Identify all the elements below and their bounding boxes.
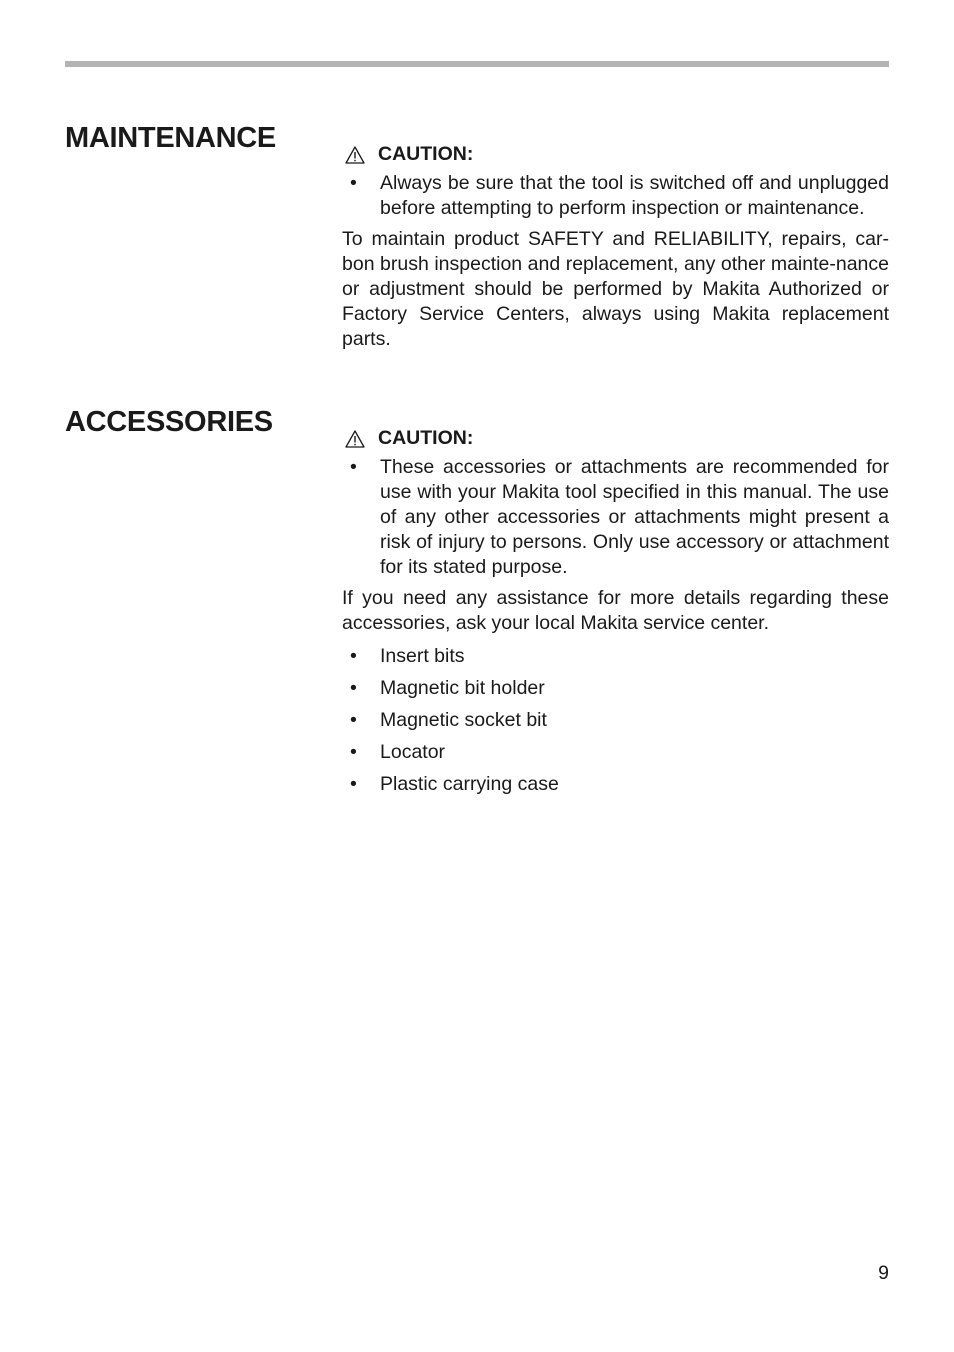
list-item [342,772,889,797]
caution-text: These accessories or attachments are recommended for use with your Makita tool specified in this manual. The use of any other accessories or attachments might present a risk of injury to persons. Only use accessory or attachment for its stated purpose. [380,456,889,578]
list-item [342,676,889,701]
list-item [342,644,889,669]
accessories-section [342,426,889,804]
bullet: • [350,645,357,667]
warning-triangle-icon [345,430,365,448]
bullet: • [350,741,357,763]
accessory-item: Insert bits [380,645,465,667]
accessories-list [342,644,889,797]
bullet: • [350,677,357,699]
top-rule [65,61,889,67]
accessory-item: Magnetic socket bit [380,709,547,731]
list-item [342,455,889,580]
accessory-item: Magnetic bit holder [380,677,545,699]
bullet: • [350,773,357,795]
warning-triangle-icon [345,146,365,164]
accessories-caution-heading [342,426,889,451]
bullet: • [350,709,357,731]
accessories-caution-list [342,455,889,580]
caution-text: Always be sure that the tool is switched off and unplugged before attempting to perform inspection or maintenance. [380,172,889,219]
list-item [342,171,889,221]
accessories-paragraph: If you need any assistance for more details regarding these accessories, ask your local Makita service center. [342,587,889,634]
list-item [342,708,889,733]
page-number: 9 [878,1262,889,1284]
bullet: • [350,456,357,478]
accessory-item: Locator [380,741,446,763]
bullet: • [350,172,357,194]
caution-label: CAUTION: [378,143,474,165]
maintenance-section [342,142,889,352]
maintenance-caution-heading [342,142,889,167]
list-item [342,740,889,765]
accessory-item: Plastic carrying case [380,773,559,795]
maintenance-title: MAINTENANCE [65,122,276,154]
accessories-title: ACCESSORIES [65,406,273,438]
maintenance-paragraph: To maintain product SAFETY and RELIABILITY, repairs, car-bon brush inspection and replacement, any other mainte-nance or adjustment should be performed by Makita Authorized or Factory Service Centers, always using Makita replacement parts. [342,228,889,350]
maintenance-caution-list [342,171,889,221]
caution-label: CAUTION: [378,427,474,449]
